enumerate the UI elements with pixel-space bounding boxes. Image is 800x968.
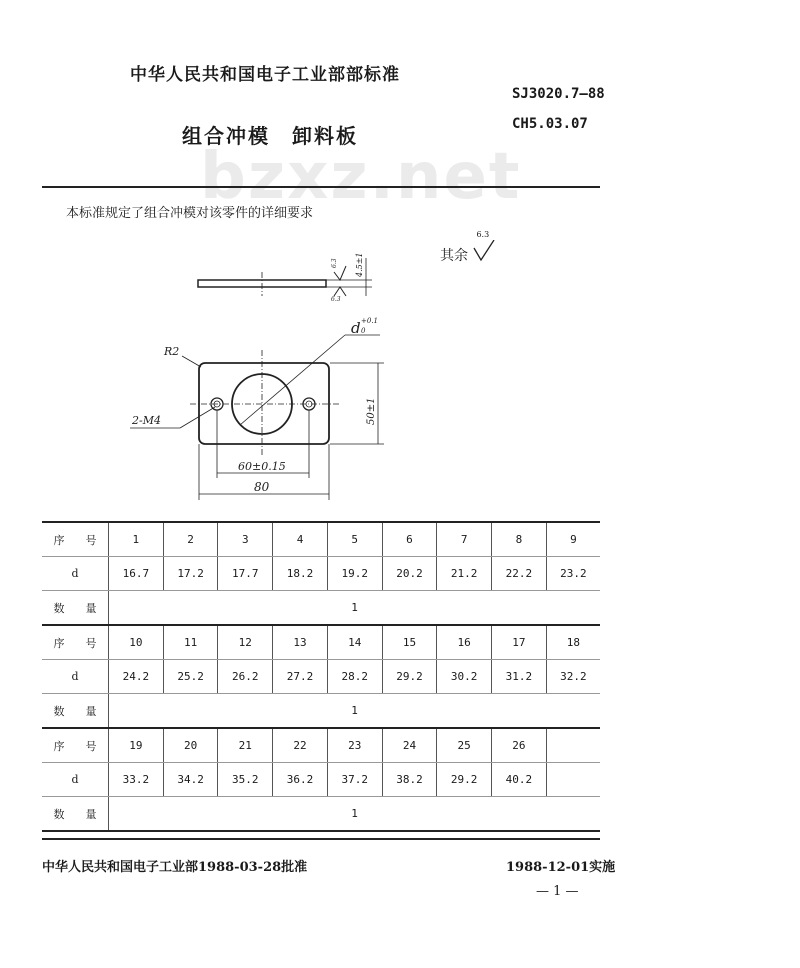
radius-label: R2	[164, 345, 180, 358]
d-cell: 20.2	[382, 557, 437, 591]
seq-cell: 5	[327, 522, 382, 557]
seq-cell: 7	[437, 522, 492, 557]
d-cell: 18.2	[273, 557, 328, 591]
seq-cell: 20	[163, 728, 218, 763]
seq-cell: 18	[546, 625, 600, 660]
d-cell: 34.2	[163, 763, 218, 797]
d-cell: 16.7	[109, 557, 164, 591]
watermark: bzxz.net	[200, 140, 522, 214]
seq-cell: 25	[437, 728, 492, 763]
d-cell: 21.2	[437, 557, 492, 591]
side-roughness-top: 6.3	[331, 258, 338, 268]
d-cell: 32.2	[546, 660, 600, 694]
d-cell: 24.2	[109, 660, 164, 694]
qty-header: 数 量	[42, 797, 109, 832]
seq-cell: 6	[382, 522, 437, 557]
quantity-row	[42, 591, 600, 626]
d-cell: 22.2	[492, 557, 547, 591]
d-cell: 38.2	[382, 763, 437, 797]
seq-cell: 8	[492, 522, 547, 557]
standard-code: SJ3020.7—88	[512, 86, 605, 102]
seq-row	[42, 625, 600, 660]
d-cell: 19.2	[327, 557, 382, 591]
seq-cell	[546, 728, 600, 763]
seq-cell: 19	[109, 728, 164, 763]
seq-cell: 16	[437, 625, 492, 660]
footer-divider	[42, 838, 600, 840]
effective-date: 1988-12-01实施	[506, 860, 616, 875]
qty-cell: 1	[109, 797, 601, 832]
diameter-tolerance-upper: +0.1	[361, 317, 378, 325]
seq-cell: 10	[109, 625, 164, 660]
qty-header: 数 量	[42, 591, 109, 626]
seq-cell: 24	[382, 728, 437, 763]
seq-cell: 15	[382, 625, 437, 660]
d-cell: 37.2	[327, 763, 382, 797]
seq-cell: 9	[546, 522, 600, 557]
qty-cell: 1	[109, 591, 601, 626]
seq-header: 序 号	[42, 522, 109, 557]
roughness-value: 6.3	[476, 230, 490, 239]
diameter-row	[42, 660, 600, 694]
classification-code: CH5.03.07	[512, 116, 588, 132]
d-cell: 23.2	[546, 557, 600, 591]
approval-text: 中华人民共和国电子工业部1988-03-28批准	[42, 860, 308, 875]
side-roughness-bottom: 6.3	[331, 296, 341, 303]
d-cell: 27.2	[273, 660, 328, 694]
diameter-label: d	[351, 319, 361, 337]
side-view	[198, 258, 372, 296]
d-cell: 35.2	[218, 763, 273, 797]
seq-cell: 14	[327, 625, 382, 660]
diameter-row	[42, 763, 600, 797]
d-cell: 31.2	[492, 660, 547, 694]
seq-cell: 17	[492, 625, 547, 660]
d-header: d	[42, 660, 109, 694]
seq-row	[42, 522, 600, 557]
seq-cell: 2	[163, 522, 218, 557]
quantity-row	[42, 694, 600, 729]
document-title: 组合冲模 卸料板	[182, 124, 358, 148]
d-header: d	[42, 763, 109, 797]
qty-cell: 1	[109, 694, 601, 729]
d-cell: 25.2	[163, 660, 218, 694]
height-label: 50±1	[366, 397, 377, 425]
d-cell: 36.2	[273, 763, 328, 797]
diameter-row	[42, 557, 600, 591]
d-header: d	[42, 557, 109, 591]
seq-cell: 21	[218, 728, 273, 763]
holes-label: 2-M4	[132, 414, 161, 427]
d-cell: 33.2	[109, 763, 164, 797]
qty-header: 数 量	[42, 694, 109, 729]
quantity-row	[42, 797, 600, 832]
d-cell: 26.2	[218, 660, 273, 694]
seq-row	[42, 728, 600, 763]
length-label: 80	[254, 480, 270, 494]
roughness-note-label: 其余	[440, 248, 468, 264]
d-cell: 17.7	[218, 557, 273, 591]
issuing-organization: 中华人民共和国电子工业部部标准	[130, 65, 400, 85]
seq-cell: 12	[218, 625, 273, 660]
page-number: — 1 —	[536, 884, 579, 899]
d-cell: 30.2	[437, 660, 492, 694]
dimension-table	[42, 521, 600, 832]
seq-cell: 3	[218, 522, 273, 557]
d-cell: 29.2	[382, 660, 437, 694]
d-cell	[546, 763, 600, 797]
seq-cell: 23	[327, 728, 382, 763]
d-cell: 17.2	[163, 557, 218, 591]
d-cell: 29.2	[437, 763, 492, 797]
thickness-label: 4.5±1	[355, 252, 364, 277]
seq-cell: 13	[273, 625, 328, 660]
d-cell: 28.2	[327, 660, 382, 694]
seq-cell: 22	[273, 728, 328, 763]
d-cell: 40.2	[492, 763, 547, 797]
seq-cell: 4	[273, 522, 328, 557]
front-view	[130, 335, 384, 500]
diameter-tolerance-lower: 0	[361, 327, 366, 335]
seq-cell: 26	[492, 728, 547, 763]
hole-spacing-label: 60±0.15	[238, 460, 286, 473]
seq-header: 序 号	[42, 728, 109, 763]
seq-cell: 11	[163, 625, 218, 660]
seq-cell: 1	[109, 522, 164, 557]
intro-text: 本标准规定了组合冲模对该零件的详细要求	[66, 206, 314, 221]
seq-header: 序 号	[42, 625, 109, 660]
